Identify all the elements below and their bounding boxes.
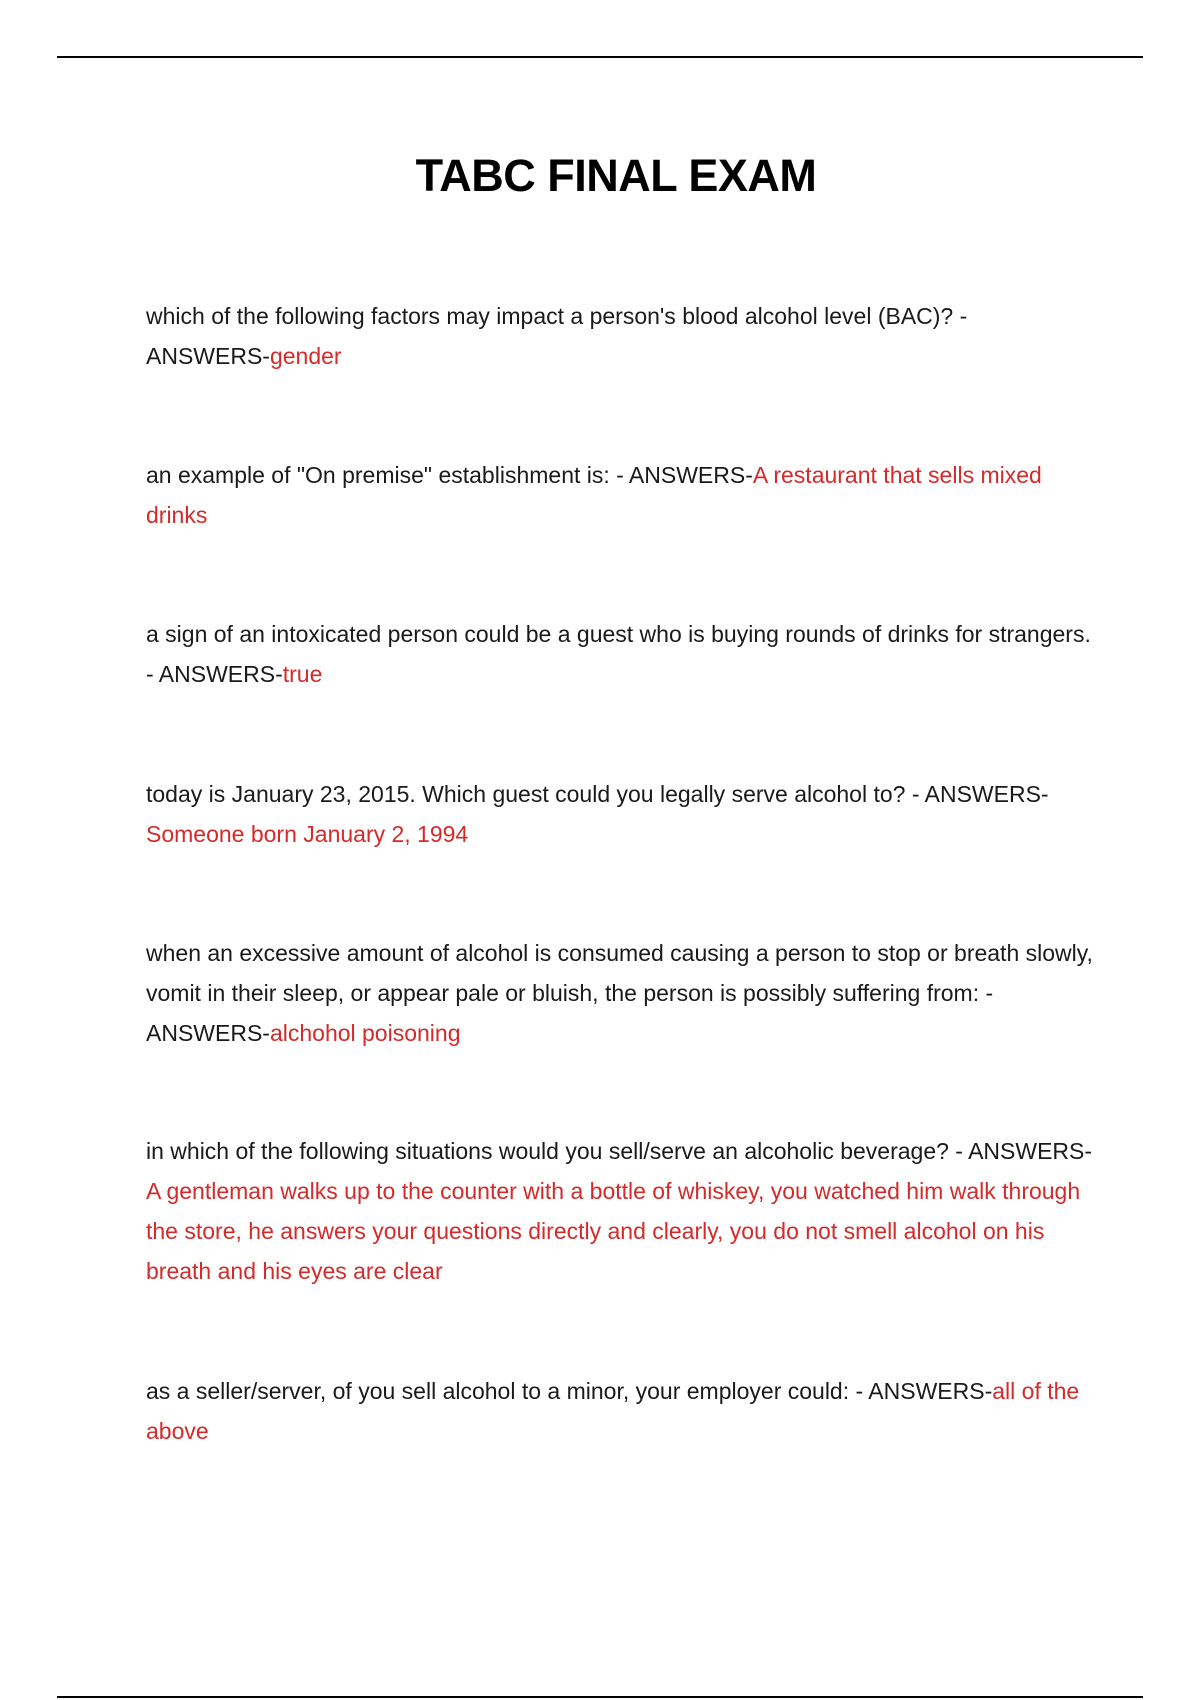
question-text: in which of the following situations would you sell/serve an alcoholic beverage? — [146, 1138, 949, 1164]
question-text: which of the following factors may impact a person's blood alcohol level (BAC)? — [146, 303, 954, 329]
answer-separator: - ANSWERS- — [146, 303, 968, 369]
qa-item — [146, 455, 1096, 535]
answer-text: alchohol poisoning — [269, 1020, 461, 1046]
answer-text: A restaurant that sells mixed drinks — [146, 462, 1042, 528]
qa-item — [146, 296, 1096, 376]
answer-text: all of the above — [146, 1378, 1080, 1444]
qa-item — [146, 933, 1096, 1053]
question-text: as a seller/server, of you sell alcohol to a minor, your employer could: — [146, 1378, 850, 1404]
question-text: an example of "On premise" establishment is: — [146, 462, 610, 488]
answer-text: Someone born January 2, 1994 — [146, 821, 469, 847]
answer-separator: - ANSWERS- — [905, 781, 1049, 807]
answer-separator: - ANSWERS- — [948, 1138, 1093, 1164]
answer-text: true — [282, 661, 323, 687]
answer-separator: - ANSWERS- — [146, 661, 283, 687]
bottom-rule — [57, 1696, 1143, 1698]
answer-separator: - ANSWERS- — [609, 462, 753, 488]
question-text: a sign of an intoxicated person could be a guest who is buying rounds of drinks for strangers. — [146, 621, 1091, 647]
answer-separator: - ANSWERS- — [849, 1378, 993, 1404]
qa-item — [146, 1371, 1096, 1451]
answer-text: gender — [269, 343, 342, 369]
answer-text: A gentleman walks up to the counter with a bottle of whiskey, you watched him walk through the store, he answers your questions directly and clearly, you do not smell alcohol on his breath and his eyes are clear — [146, 1178, 1081, 1284]
qa-item — [146, 1131, 1096, 1291]
top-rule — [57, 56, 1143, 58]
question-text: when an excessive amount of alcohol is consumed causing a person to stop or breath slowly, vomit in their sleep, or appear pale or bluish, the person is possibly suffering from: — [146, 940, 1093, 1006]
question-text: today is January 23, 2015. Which guest could you legally serve alcohol to? — [146, 781, 906, 807]
qa-item — [146, 774, 1096, 854]
answer-separator: - ANSWERS- — [146, 980, 994, 1046]
document-title: TABC FINAL EXAM — [415, 150, 817, 201]
qa-item — [146, 614, 1096, 694]
